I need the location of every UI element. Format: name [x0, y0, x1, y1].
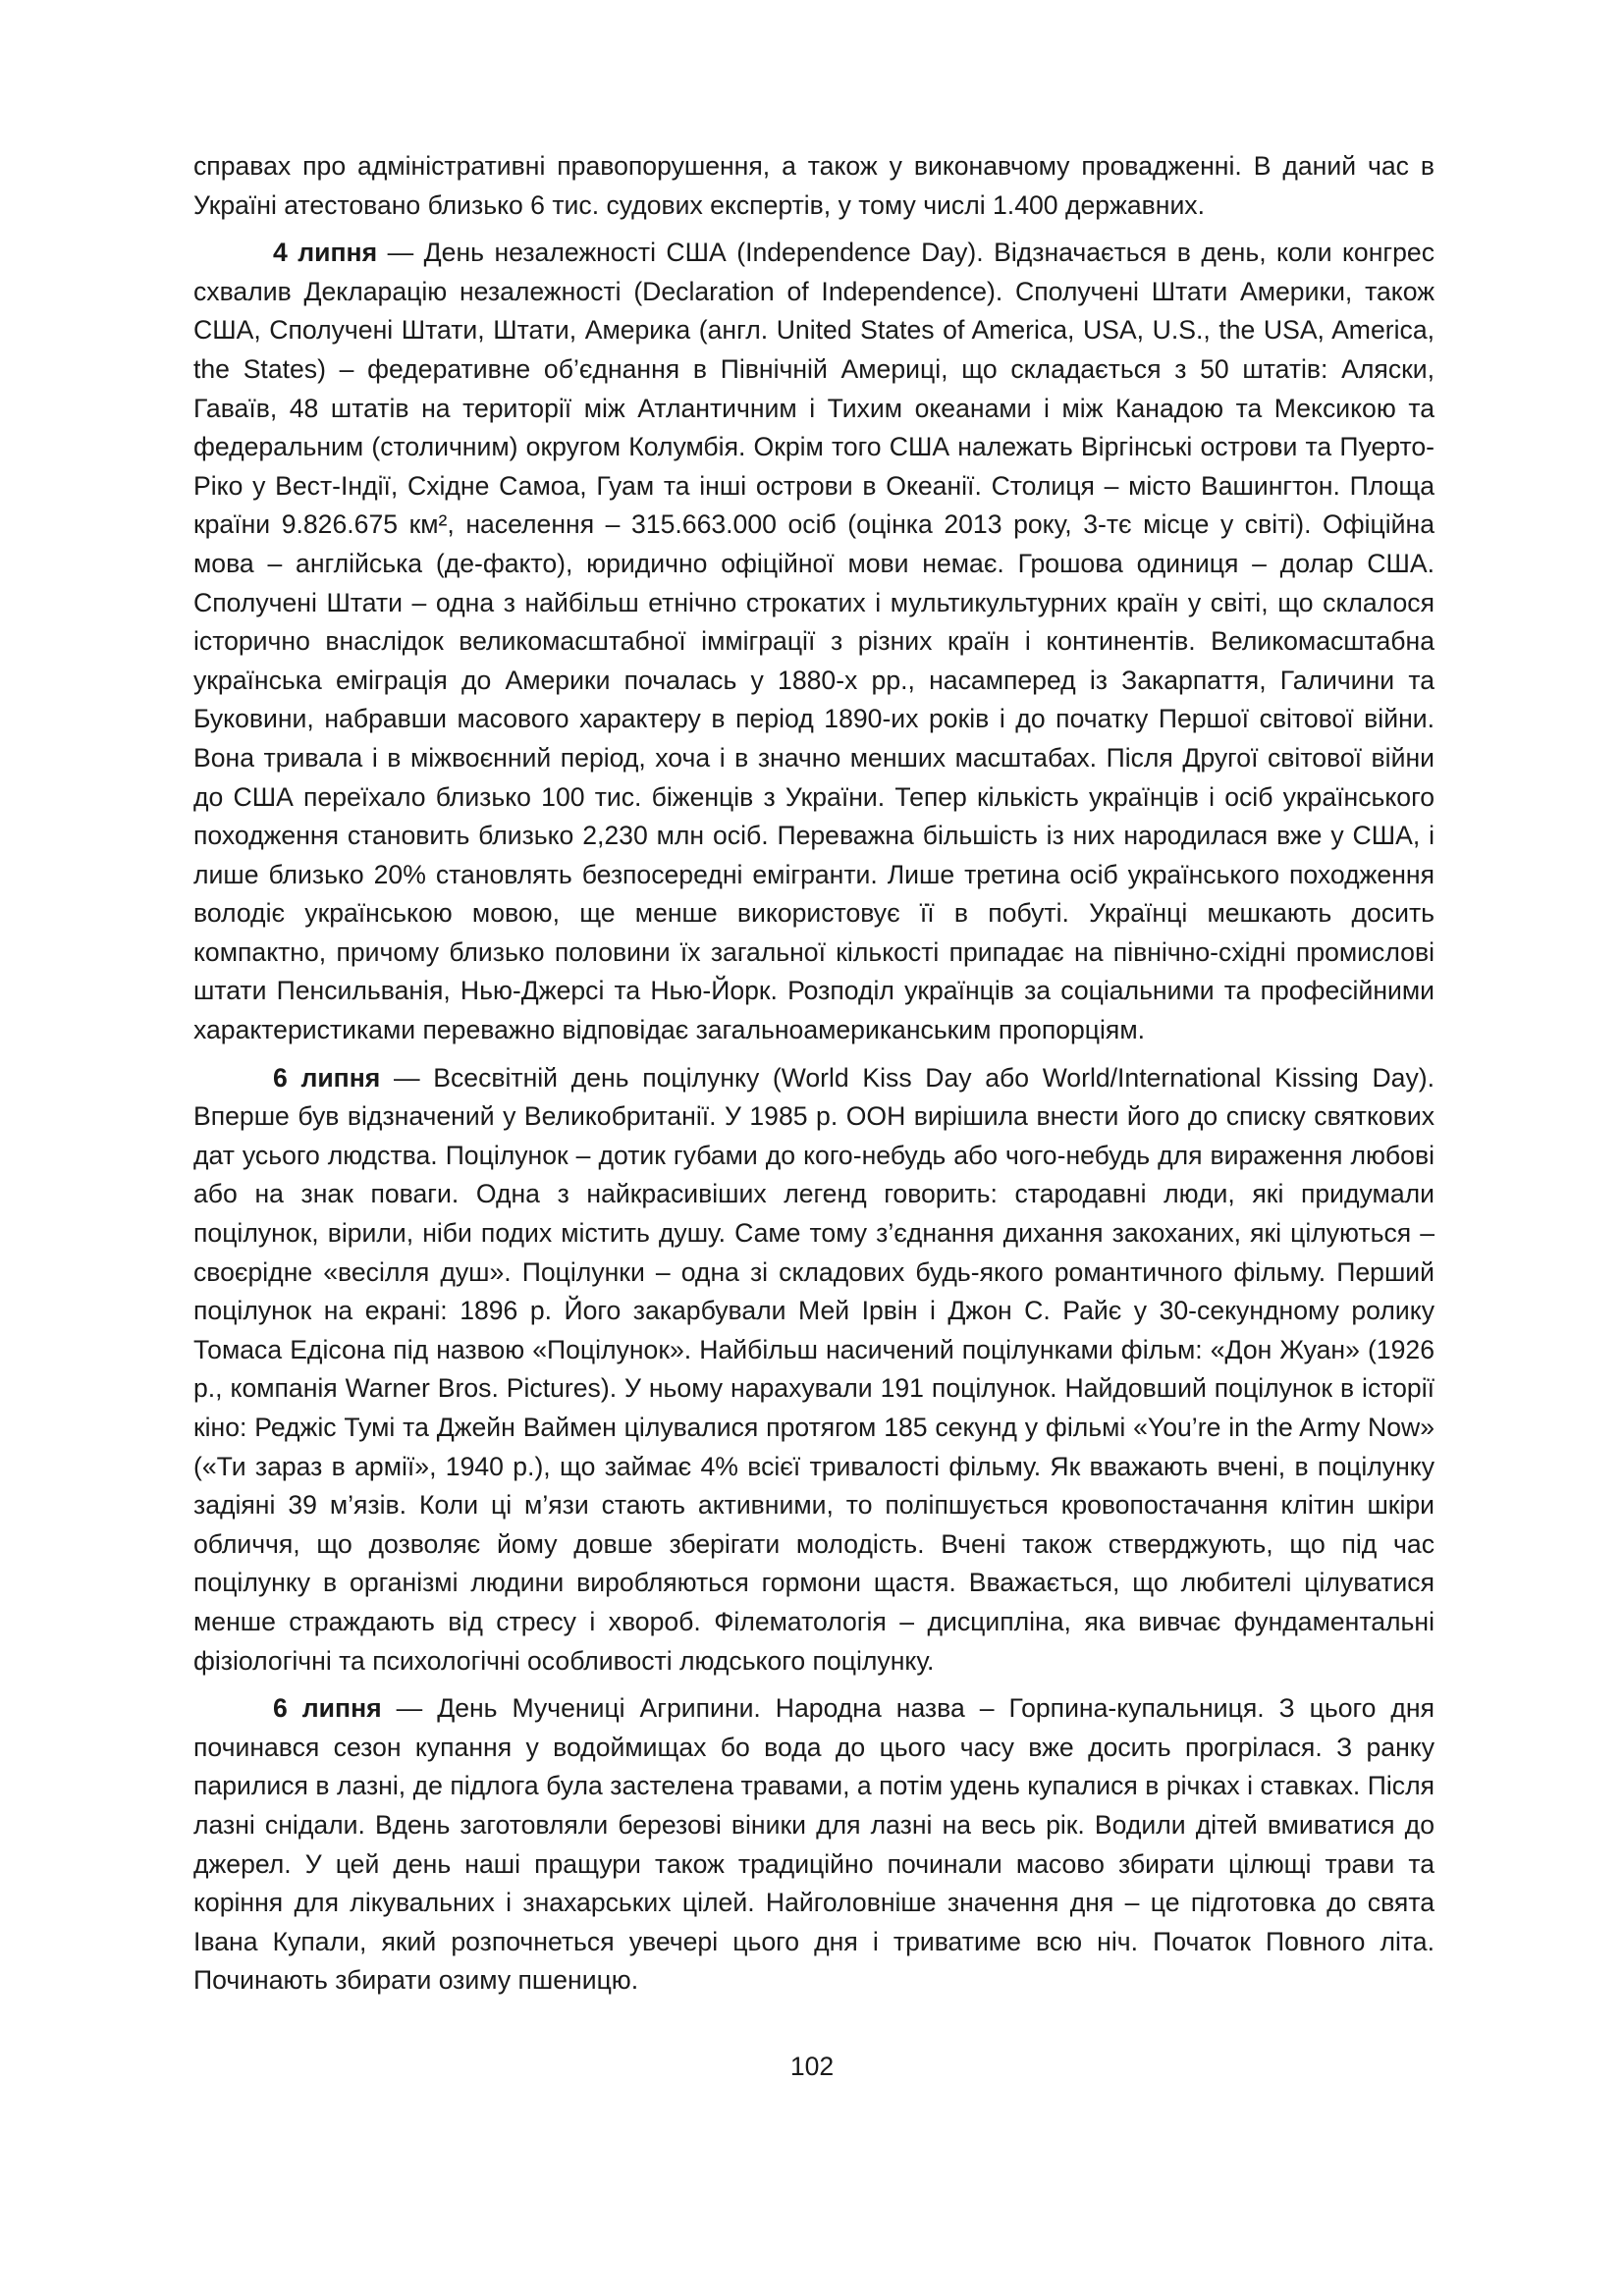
paragraph-text: — День незалежності США (Independence Day). Відзначається в день, коли конгрес схвалив Декларацію незалежності (Declaration of Independence). Сполучені Штати Америки, також США, Сполучені Штати, Штати, Америка (англ. United States of America, USA, U.S., the USA, America, the States) – федеративне об’єднання в Північній Америці, що складається з 50 штатів: Аляски, Гаваїв, 48 штатів на території між Атлантичним і Тихим океанами і між Канадою та Мексикою та федеральним (столичним) округом Колумбія. Окрім того США належать Віргінські острови та Пуерто-Ріко у Вест-Індії, Східне Самоа, Гуам та інші острови в Океанії. Столиця – місто Вашингтон. Площа країни 9.826.675 км², населення – 315.663.000 осіб (оцінка 2013 року, 3-тє місце у світі). Офіційна мова – англійська (де-факто), юридично офіційної мови немає. Грошова одиниця – долар США. Сполучені Штати – одна з найбільш етнічно строкатих і мультикультурних країн у світі, що склалося історично внаслідок великомасштабної імміграції з різних країн і континентів. Великомасштабна українська еміграція до Америки почалась у 1880-х рр., насамперед із Закарпаття, Галичини та Буковини, набравши масового характеру в період 1890-их років і до початку Першої світової війни. Вона тривала і в міжвоєнний період, хоча і в значно менших масштабах. Після Другої світової війни до США переїхало близько 100 тис. біженців з України. Тепер кількість українців і осіб українського походження становить близько 2,230 млн осіб. Переважна більшість із них народилася вже у США, і лише близько 20% становлять безпосередні емігранти. Лише третина осіб українського походження володіє українською мовою, ще менше використовує її в побуті. Українці мешкають досить компактно, причому близько половини їх загальної кількості припадає на північно-східні промислові штати Пенсильванія, Нью-Джерсі та Нью-Йорк. Розподіл українців за соціальними та професійними характеристиками переважно відповідає загальноамериканським пропорціям. [193, 238, 1435, 1045]
paragraph-date-label: 6 липня [273, 1693, 382, 1724]
paragraph-independence-day [193, 234, 1435, 1049]
document-body [193, 147, 1435, 2009]
paragraph-text: — День Мучениці Агрипини. Народна назва – Горпина-купальниця. З цього дня починався сезон купання у водоймищах бо вода до цього часу вже досить прогрілася. З ранку парилися в лазні, де підлога була застелена травами, а потім удень купалися в річках і ставках. Після лазні снідали. Вдень заготовляли березові віники для лазні на весь рік. Водили дітей вмиватися до джерел. У цей день наші пращури також традиційно починали масово збирати цілющі трави та коріння для лікувальних і знахарських цілей. Найголовніше значення дня – це підготовка до свята Івана Купали, який розпочнеться увечері цього дня і триватиме всю ніч. Початок Повного літа. Починають збирати озиму пшеницю. [193, 1693, 1435, 1996]
paragraph-text: — Всесвітній день поцілунку (World Kiss Day або World/International Kissing Day). Вперше був відзначений у Великобританії. У 1985 р. ООН вирішила внести його до списку святкових дат усього людства. Поцілунок – дотик губами до кого-небудь або чого-небудь для вираження любові або на знак поваги. Одна з найкрасивіших легенд говорить: стародавні люди, які придумали поцілунок, вірили, ніби подих містить душу. Саме тому з’єднання дихання закоханих, які цілуються – своєрідне «весілля душ». Поцілунки – одна зі складових будь-якого романтичного фільму. Перший поцілунок на екрані: 1896 р. Його закарбували Мей Ірвін і Джон С. Райє у 30-секундному ролику Томаса Едісона під назвою «Поцілунок». Найбільш насичений поцілунками фільм: «Дон Жуан» (1926 р., компанія Warner Bros. Pictures). У ньому нарахували 191 поцілунок. Найдовший поцілунок в історії кіно: Реджіс Тумі та Джейн Ваймен цілувалися протягом 185 секунд у фільмі «You’re in the Army Now» («Ти зараз в армії», 1940 р.), що займає 4% всієї тривалості фільму. Як вважають вчені, в поцілунку задіяні 39 м’язів. Коли ці м’язи стають активними, то поліпшується кровопостачання клітин шкіри обличчя, що дозволяє йому довше зберігати молодість. Вчені також стверджують, що під час поцілунку в організмі людини виробляються гормони щастя. Вважається, що любителі цілуватися менше страждають від стресу і хвороб. Філематологія – дисципліна, яка вивчає фундаментальні фізіологічні та психологічні особливості людського поцілунку. [193, 1062, 1435, 1676]
paragraph-date-label: 6 липня [273, 1062, 381, 1093]
page-number: 102 [789, 2052, 835, 2081]
paragraph-agrippina-day [193, 1689, 1435, 2001]
paragraph-world-kiss-day [193, 1059, 1435, 1682]
paragraph-date-label: 4 липня [273, 238, 378, 268]
paragraph-intro-continuation [193, 147, 1435, 225]
paragraph-text: справах про адміністративні правопорушення, а також у виконавчому провадженні. В даний час в Україні атестовано близько 6 тис. судових експертів, у тому числі 1.400 державних. [193, 151, 1435, 220]
